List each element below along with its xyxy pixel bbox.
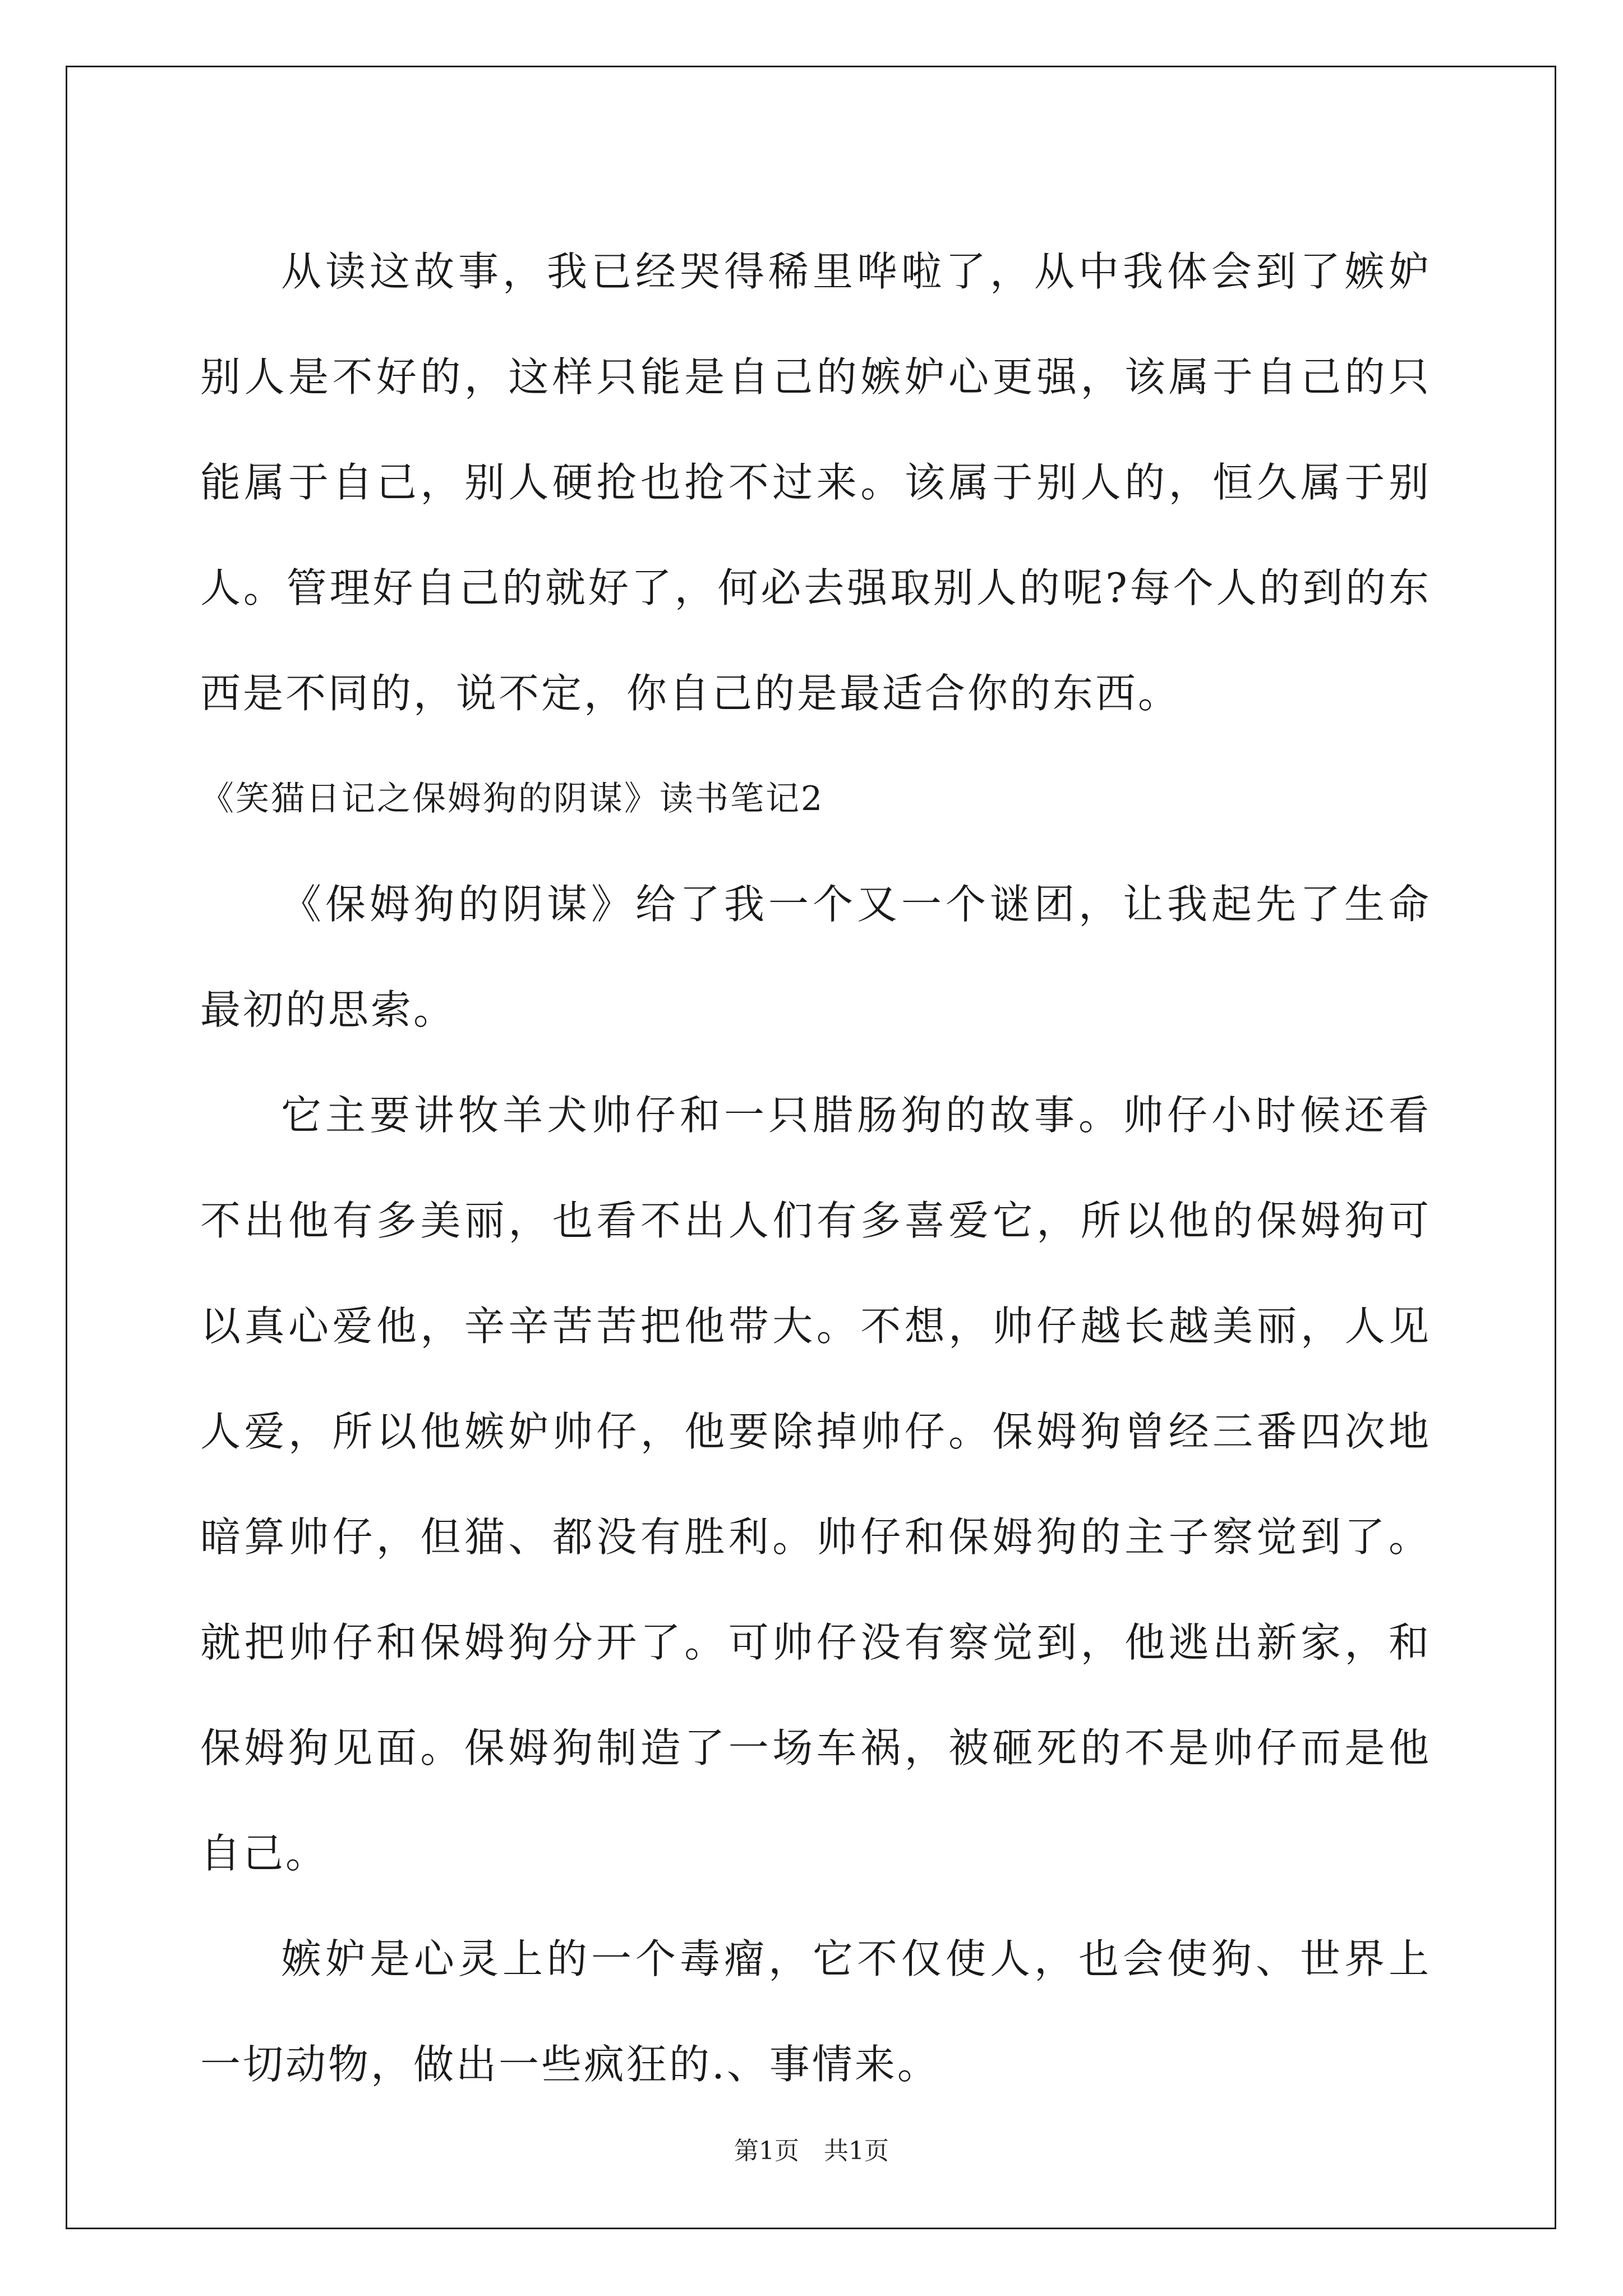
page-footer: 第1页 共1页: [734, 2137, 889, 2165]
document-body: [200, 219, 1431, 2117]
paragraph: 《保姆狗的阴谋》给了我一个又一个谜团，让我起先了生命最初的思索。: [200, 881, 1431, 1033]
section-heading: 《笑猫日记之保姆狗的阴谋》读书笔记2: [200, 779, 824, 818]
paragraph: 它主要讲牧羊犬帅仔和一只腊肠狗的故事。帅仔小时候还看不出他有多美丽，也看不出人们有多喜爱它，所以他的保姆狗可以真心爱他，辛辛苦苦把他带大。不想，帅仔越长越美丽，人见人爱，所以他嫉妒帅仔，他要除掉帅仔。保姆狗曾经三番四次地暗算帅仔，但猫、都没有胜利。帅仔和保姆狗的主子察觉到了。就把帅仔和保姆狗分开了。可帅仔没有察觉到，他逃出新家，和保姆狗见面。保姆狗制造了一场车祸，被砸死的不是帅仔而是他自己。: [200, 1092, 1431, 1877]
paragraph: 从读这故事，我已经哭得稀里哗啦了，从中我体会到了嫉妒别人是不好的，这样只能是自己的嫉妒心更强，该属于自己的只能属于自己，别人硬抢也抢不过来。该属于别人的，恒久属于别人。管理好自己的就好了，何必去强取别人的呢?每个人的到的东西是不同的，说不定，你自己的是最适合你的东西。: [200, 248, 1431, 717]
paragraph: 嫉妒是心灵上的一个毒瘤，它不仅使人，也会使狗、世界上一切动物，做出一些疯狂的.、事情来。: [200, 1935, 1431, 2088]
